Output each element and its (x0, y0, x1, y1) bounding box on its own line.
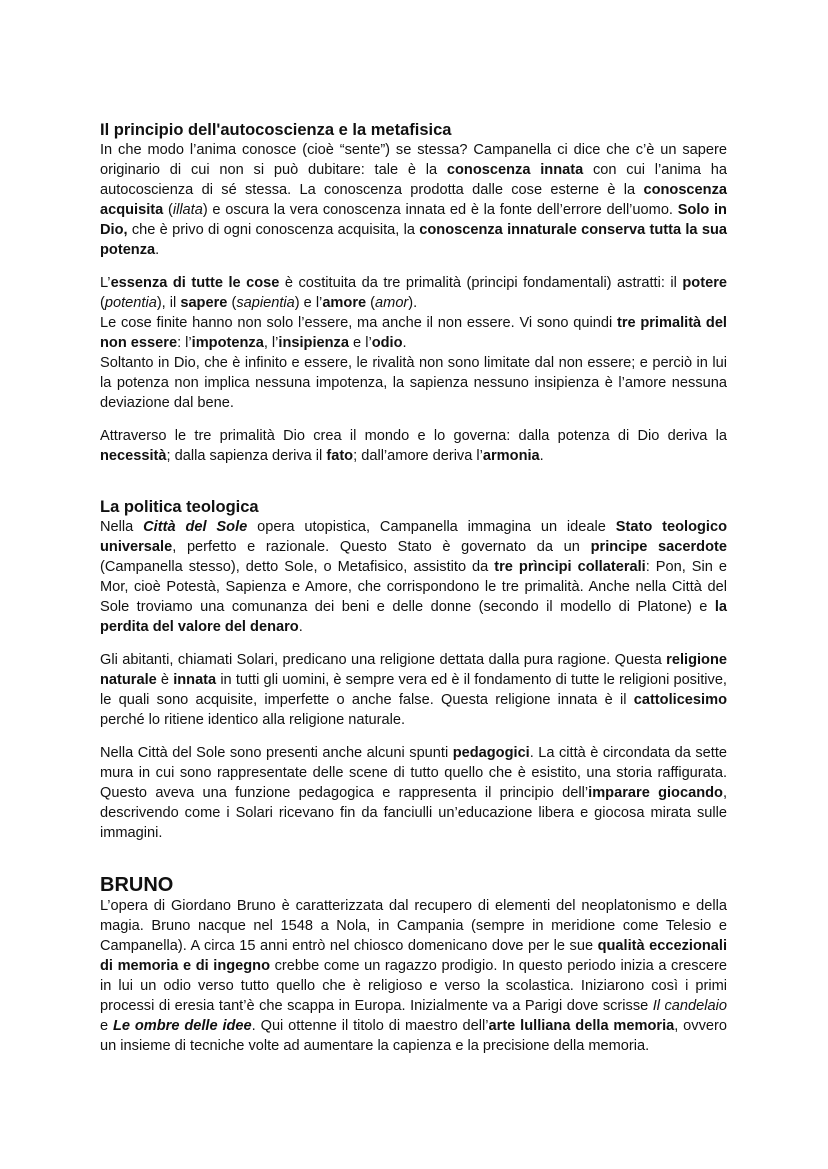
text-run: (Campanella stesso), detto Sole, o Metafisico, assistito da (100, 559, 495, 575)
text-run: ( (227, 295, 237, 311)
text-run: , l’ (263, 335, 279, 351)
text-run: L’opera di Giordano Bruno è caratterizzata dal recupero di elementi del neoplatonismo e della magia. Bruno nacque nel 1548 a Nola, in Campania (sempre in meridione come Telesio e Campanella). A circa 15 anni entrò nel chiosco domenicano dove per le sue (100, 898, 727, 954)
bold-text: qualità eccezionali di memoria e di ingegno (100, 938, 727, 974)
text-run: Nella Città del Sole sono presenti anche alcuni spunti (100, 745, 453, 761)
text-run: Attraverso le tre primalità Dio crea il mondo e lo governa: dalla potenza di Dio deriva la (100, 428, 727, 444)
text-run: : Pon, Sin e Mor, cioè Potestà, Sapienza e Amore, che corrispondono le tre primalità. Anche nella Città del Sole troviamo una comunanza dei beni e delle donne (secondo il modello di Platone) e (100, 559, 727, 615)
text-run: ) e oscura la vera conoscenza innata ed è la fonte dell’errore dell’uomo. (202, 202, 678, 218)
text-run: . Qui ottenne il titolo di maestro dell’ (251, 1018, 489, 1034)
bold-text: insipienza (278, 335, 349, 351)
paragraph-line-block (100, 650, 727, 730)
paragraph-line-block (100, 517, 727, 637)
bold-text: impotenza (191, 335, 264, 351)
bold-text: Stato teologico universale (100, 519, 728, 555)
text-run: ) e l’ (294, 295, 323, 311)
text-run: ; dall’amore deriva l’ (353, 448, 483, 464)
section (100, 874, 727, 1056)
italic-text: potentia (104, 295, 157, 311)
text-run: Le cose finite hanno non solo l’essere, ma anche il non essere. Vi sono quindi (100, 315, 617, 331)
bold-text: essenza di tutte le cose (110, 275, 280, 291)
italic-text: amor (375, 295, 409, 311)
paragraph-line-block (100, 896, 727, 1056)
bold-text: Le ombre delle idee (112, 1018, 252, 1034)
italic-text: illata (172, 202, 203, 218)
text-run: L’ (100, 275, 111, 291)
text-run: . (539, 448, 544, 464)
bold-text: fato (326, 448, 354, 464)
text-run: e l’ (348, 335, 372, 351)
bold-text: imparare giocando (588, 785, 723, 801)
bold-text: pedagogici (452, 745, 530, 761)
text-run: , ovvero un insieme di tecniche volte ad aumentare la capienza e la precisione della memoria. (100, 1018, 727, 1054)
section-heading: BRUNO (100, 874, 174, 896)
text-run: . (155, 242, 160, 258)
bold-text: tre primalità del non essere (100, 315, 727, 351)
text-run: ; dalla sapienza deriva il (166, 448, 327, 464)
text-run: , perfetto e razionale. Questo Stato è governato da un (172, 539, 591, 555)
text-run: è costituita da tre primalità (principi fondamentali) astratti: il (279, 275, 683, 291)
paragraph (100, 743, 727, 843)
text-run: . (298, 619, 303, 635)
paragraph (100, 517, 727, 637)
bold-text: religione naturale (100, 652, 727, 688)
paragraph-line-block (100, 426, 727, 466)
bold-text: armonia (482, 448, 540, 464)
paragraph (100, 140, 727, 260)
bold-text: necessità (100, 448, 167, 464)
bold-text: conoscenza innata (446, 162, 584, 178)
paragraph-line-block (100, 743, 727, 843)
text-run: e (100, 1018, 113, 1034)
bold-text: potere (682, 275, 727, 291)
paragraph (100, 650, 727, 730)
text-run: è (156, 672, 174, 688)
bold-text: principe sacerdote (590, 539, 727, 555)
section-spacer (100, 856, 727, 874)
section (100, 120, 727, 466)
text-run: perché lo ritiene identico alla religione naturale. (100, 712, 406, 728)
paragraph (100, 426, 727, 466)
text-run: ( (366, 295, 376, 311)
text-run: con cui l’anima ha autocoscienza di sé stessa. La conoscenza prodotta dalle cose esterne è la (100, 162, 727, 198)
text-run: crebbe come un ragazzo prodigio. In questo periodo inizia a crescere in lui un odio verso tutto quello che è religioso e verso la scolastica. Iniziarono così i primi processi di eresia tant’è che scappa in Europa. Inizialmente va a Parigi dove scrisse (100, 958, 727, 1014)
bold-text: innata (173, 672, 217, 688)
bold-text: odio (371, 335, 403, 351)
bold-text: cattolicesimo (633, 692, 727, 708)
section (100, 497, 727, 843)
text-run: In che modo l’anima conosce (cioè “sente”) se stessa? Campanella ci dice che c’è un sapere originario di cui non si può dubitare: tale è la (100, 142, 727, 178)
paragraph-line-block (100, 353, 727, 413)
bold-text: la perdita del valore del denaro (100, 599, 727, 635)
text-run: : l’ (177, 335, 192, 351)
bold-text: conoscenza acquisita (100, 182, 727, 218)
paragraph (100, 896, 727, 1056)
text-run: ). (408, 295, 418, 311)
italic-text: sapientia (236, 295, 295, 311)
paragraph-line-block (100, 140, 727, 260)
paragraph (100, 273, 727, 413)
text-run: . (402, 335, 407, 351)
text-run: Gli abitanti, chiamati Solari, predicano una religione dettata dalla pura ragione. Questa (100, 652, 667, 668)
bold-text: sapere (180, 295, 228, 311)
section-heading: La politica teologica (100, 498, 259, 516)
paragraph-line-block (100, 273, 727, 313)
italic-text: Il candelaio (652, 998, 727, 1014)
bold-text: conoscenza innaturale conserva tutta la sua potenza (100, 222, 727, 258)
bold-text: tre prìncipi collaterali (494, 559, 646, 575)
bold-text: Solo in Dio, (100, 202, 727, 238)
paragraph-line-block (100, 313, 727, 353)
bold-text: Città del Sole (143, 519, 248, 535)
text-run: opera utopistica, Campanella immagina un ideale (247, 519, 616, 535)
text-run: ), il (156, 295, 181, 311)
text-run: . La città è circondata da sette mura in cui sono rappresentate delle scene di tutto quello che è esistito, una storia raffigurata. Questo aveva una funzione pedagogica e rappresenta il principio dell’ (100, 745, 728, 801)
section-spacer (100, 479, 727, 497)
text-run: Soltanto in Dio, che è infinito e essere, le rivalità non sono limitate dal non essere; e perciò in lui la potenza non implica nessuna impotenza, la sapienza nessuno insipienza è l’amore nessuna deviazione dal bene. (100, 355, 727, 411)
text-run: , descrivendo come i Solari ricevano fin da fanciulli un’educazione libera e giocosa mirata sulle immagini. (100, 785, 727, 841)
bold-text: amore (322, 295, 367, 311)
text-run: ( (100, 295, 105, 311)
text-run: Nella (100, 519, 144, 535)
document-page (100, 120, 727, 1069)
text-run: ( (163, 202, 173, 218)
bold-text: arte lulliana della memoria (488, 1018, 675, 1034)
section-heading: Il principio dell'autocoscienza e la metafisica (100, 121, 452, 139)
text-run: che è privo di ogni conoscenza acquisita, la (127, 222, 420, 238)
text-run: in tutti gli uomini, è sempre vera ed è il fondamento di tutte le religioni positive, le quali sono acquisite, imperfette o anche false. Questa religione innata è il (100, 672, 727, 708)
